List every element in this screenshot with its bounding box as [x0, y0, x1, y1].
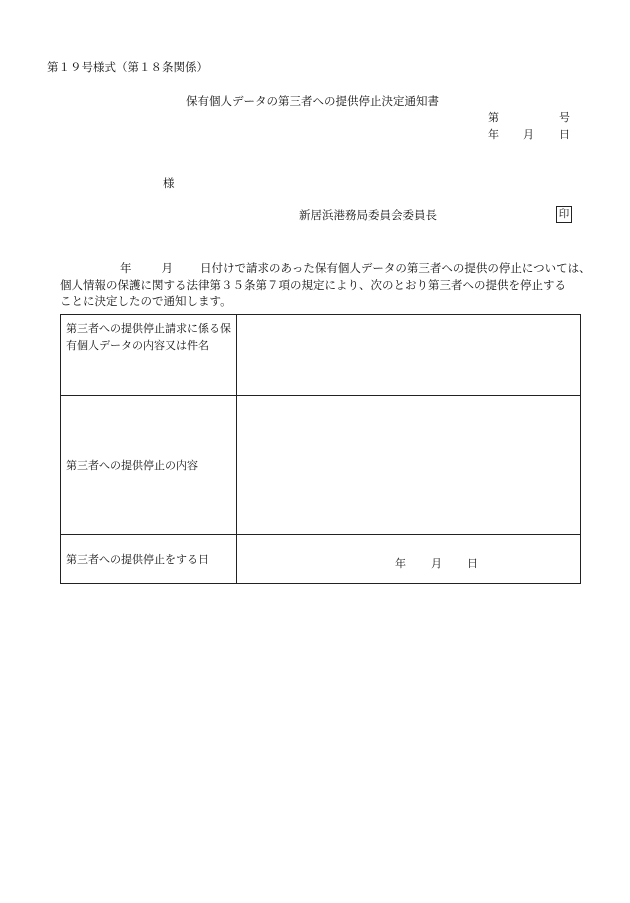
stop-content-label: 第三者への提供停止の内容 — [61, 396, 237, 535]
details-table — [60, 314, 581, 584]
body-paragraph — [60, 260, 591, 310]
body-line-2: 個人情報の保護に関する法律第３５条第７項の規定により、次のとおり第三者への提供を停止する — [60, 277, 566, 292]
issuer-name: 新居浜港務局委員会委員長 — [299, 208, 437, 222]
seal-mark: 印 — [556, 206, 572, 223]
document-date-year: 年 — [488, 128, 499, 141]
table-row — [61, 396, 581, 535]
stop-date-month: 月 — [431, 557, 442, 570]
document-date-day: 日 — [559, 128, 570, 141]
document-number-suffix: 号 — [559, 111, 570, 124]
stop-date-label: 第三者への提供停止をする日 — [61, 535, 237, 584]
document-number-prefix: 第 — [488, 111, 499, 124]
table-row — [61, 535, 581, 584]
body-year: 年 — [120, 261, 132, 275]
body-month: 月 — [161, 261, 173, 275]
document-title: 保有個人データの第三者への提供停止決定通知書 — [186, 94, 439, 108]
subject-value-cell — [237, 315, 581, 396]
stop-date-year: 年 — [395, 557, 406, 570]
form-number: 第１９号様式（第１８条関係） — [47, 60, 208, 74]
stop-date-day: 日 — [467, 557, 478, 570]
body-line-3: ことに決定したので通知します。 — [60, 294, 232, 308]
recipient-honorific: 様 — [163, 176, 175, 190]
stop-content-value-cell — [237, 396, 581, 535]
stop-date-value-cell — [237, 535, 581, 584]
body-line-1-text: 日付けで請求のあった保有個人データの第三者への提供の停止については、 — [200, 261, 591, 275]
subject-label: 第三者への提供停止請求に係る保有個人データの内容又は件名 — [61, 315, 237, 396]
document-date-month: 月 — [523, 128, 534, 141]
body-line-1 — [60, 260, 591, 277]
table-row — [61, 315, 581, 396]
